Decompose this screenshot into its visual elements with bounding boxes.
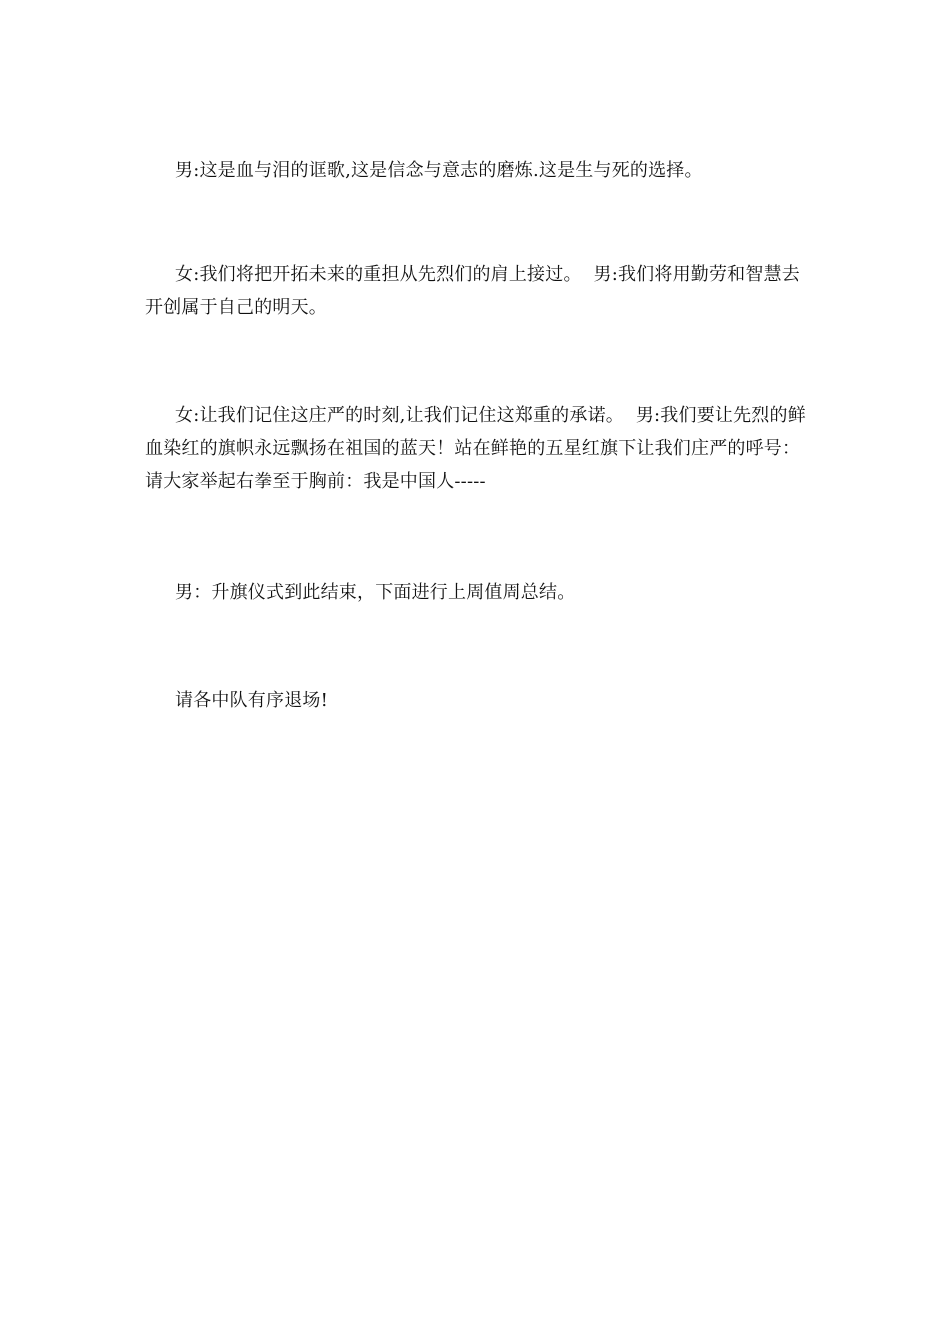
paragraph-4: 男：升旗仪式到此结束，下面进行上周值周总结。	[175, 582, 576, 603]
paragraph-3: 女:让我们记住这庄严的时刻,让我们记住这郑重的承诺。 男:我们要让先烈的鲜血染红的旗帜永远飘扬在祖国的蓝天！站在鲜艳的五星红旗下让我们庄严的呼号：请大家举起右拳至于胸前：我是中国人-----	[145, 405, 806, 492]
paragraph-1: 男:这是血与泪的诓歌,这是信念与意志的磨炼.这是生与死的选择。	[175, 160, 703, 181]
paragraph-5: 请各中队有序退场!	[175, 690, 329, 711]
paragraph-2: 女:我们将把开拓未来的重担从先烈们的肩上接过。 男:我们将用勤劳和智慧去开创属于自己的明天。	[145, 264, 800, 318]
